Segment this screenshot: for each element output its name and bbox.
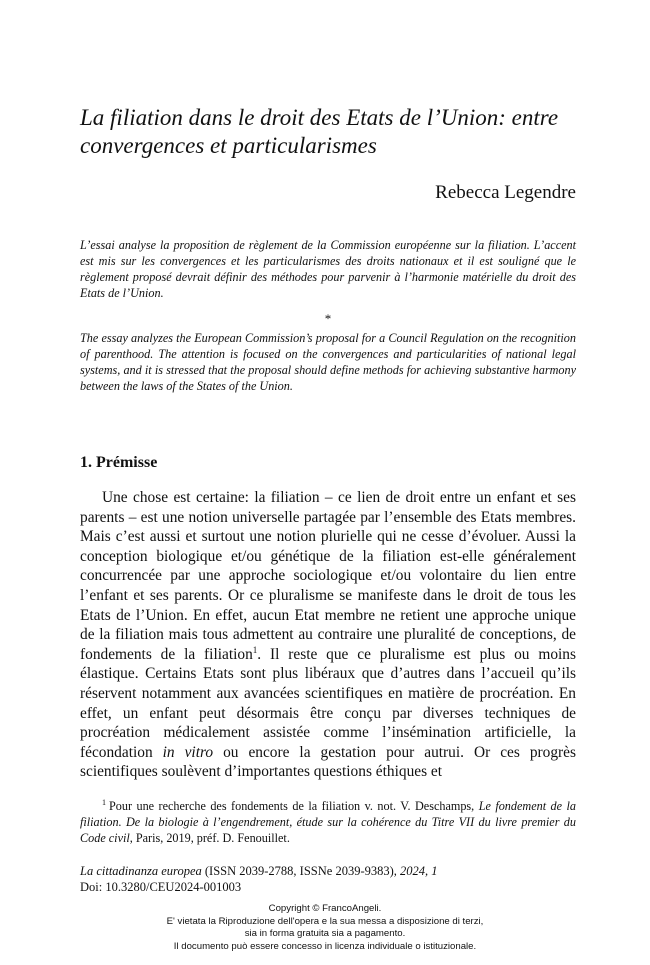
footnote-number: 1 [102,797,106,807]
body-text-italic: in vitro [162,743,214,761]
journal-info [80,863,576,895]
body-text-part3: ou encore la gestation pour autrui. Or ces progrès scientifiques soulèvent d’importantes questions éthiques et [80,743,576,781]
footnote-text-part2: , Paris, 2019, préf. D. Fenouillet. [129,831,290,845]
copyright-line-1: Copyright © FrancoAngeli. [268,903,382,914]
copyright-notice [0,903,650,953]
footnote-book-title: Le fondement de la filiation. De la biologie à l’engendrement, étude sur la cohérence du Titre VII du livre premier du Code civil [80,799,576,845]
copyright-line-3: sia in forma gratuita sia a pagamento. [244,928,406,940]
copyright-line-4: Il documento può essere concesso in licenza individuale o istituzionale. [173,940,477,952]
abstract-english: The essay analyzes the European Commission’s proposal for a Council Regulation on the recognition of parenthood. The attention is focused on the convergences and particularities of national legal systems, and it is stressed that the proposal should define methods for achieving substantive harmony between the laws of the States of the Union. [80,331,576,393]
abstract-french: L’essai analyse la proposition de règlement de la Commission européenne sur la filiation. L’accent est mis sur les convergences et les particularismes des droits nationaux et il est souligné que le règlement proposé devrait définir des méthodes pour parvenir à l’harmonie matérielle du droit des Etats de l’Union. [80,238,576,300]
body-text-part1: Une chose est certaine: la filiation – ce lien de droit entre un enfant et ses parents – est une notion universelle partagée par l’ensemble des Etats membres. Mais c’est aussi et surtout une notion plurielle qui ne cesse d’évoluer. Aussi la conception biologique et/ou génétique de la filiation est-elle généralement concurrencée par une approche sociologique et/ou volontaire du lien entre l’enfant et ses parents. Or ce pluralisme se manifeste dans le droit de tous les Etats de l’Union. En effet, aucun Etat membre ne retient une approche unique de la filiation mais tous admettent au contraire une pluralité de conceptions, de fondements de la filiation [80,489,576,663]
footnote-text-part1: Pour une recherche des fondements de la filiation v. not. V. Deschamps, [109,799,479,813]
journal-issn: (ISSN 2039-2788, ISSNe 2039-9383), [201,864,401,878]
footnote [80,798,576,846]
journal-doi: Doi: 10.3280/CEU2024-001003 [80,880,242,894]
article-title: La filiation dans le droit des Etats de l’Union: entre convergences et particularismes [80,105,559,158]
journal-name: La cittadinanza europea [80,864,202,878]
footnote-reference[interactable]: 1 [252,644,258,655]
abstract-separator: * [324,311,332,326]
section-heading: 1. Prémisse [80,454,158,471]
journal-issue: 2024, 1 [400,864,438,878]
body-text [80,488,576,782]
article-author: Rebecca Legendre [435,182,576,203]
body-text-part2: . Il reste que ce pluralisme est plus ou moins élastique. Certains Etats sont plus libéraux que d’autres dans l’accueil qu’ils réservent notamment aux avancées scientifiques en matière de procréation. En effet, un enfant peut désormais être conçu par diverses techniques de procréation médicalement assistée comme l’insémination artificielle, la fécondation [80,645,576,761]
copyright-line-2: E' vietata la Riproduzione dell'opera e la sua messa a disposizione di terzi, [166,915,484,927]
body-paragraph [80,488,576,782]
